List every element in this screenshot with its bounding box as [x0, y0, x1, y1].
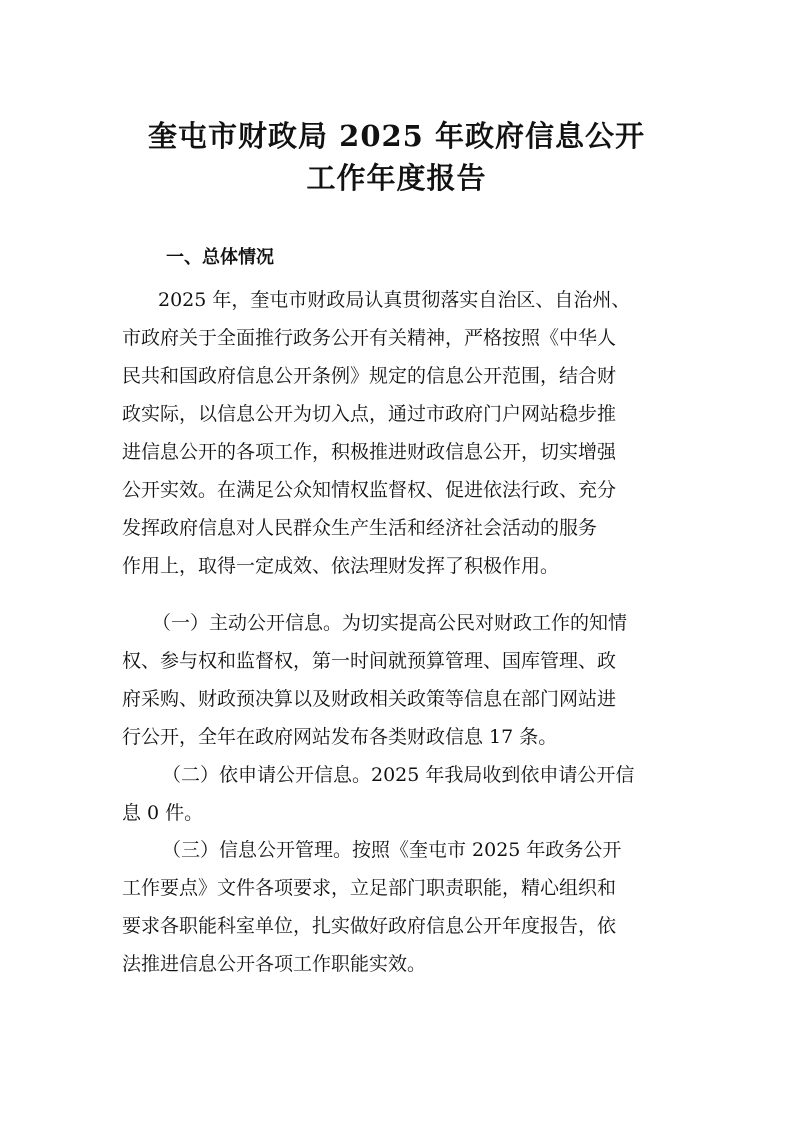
- paragraph-line: 民共和国政府信息公开条例》规定的信息公开范围，结合财: [122, 365, 617, 387]
- document-title-line-1: 奎屯市财政局 2025 年政府信息公开: [148, 119, 645, 153]
- paragraph-line: 工作要点》文件各项要求，立足部门职责职能，精心组织和: [122, 877, 617, 899]
- paragraph-line: 2025 年，奎屯市财政局认真贯彻落实自治区、自治州、: [158, 289, 631, 311]
- paragraph-overview: [122, 281, 675, 585]
- paragraph-active-disclosure: [122, 604, 675, 756]
- paragraph-line: 权、参与权和监督权，第一时间就预算管理、国库管理、政: [122, 650, 617, 672]
- paragraph-line: 政实际，以信息公开为切入点，通过市政府门户网站稳步推: [122, 403, 617, 425]
- paragraph-line: 市政府关于全面推行政务公开有关精神，严格按照《中华人: [122, 327, 617, 349]
- section-heading-overview: 一、总体情况: [166, 247, 274, 268]
- paragraph-line: 公开实效。在满足公众知情权监督权、促进依法行政、充分: [122, 479, 617, 501]
- paragraph-line: 进信息公开的各项工作，积极推进财政信息公开，切实增强: [122, 441, 617, 463]
- paragraph-line: （一）主动公开信息。为切实提高公民对财政工作的知情: [152, 612, 628, 634]
- paragraph-request-disclosure: [122, 756, 675, 832]
- paragraph-line: 要求各职能科室单位，扎实做好政府信息公开年度报告，依: [122, 915, 617, 937]
- paragraph-line: 行公开，全年在政府网站发布各类财政信息 17 条。: [122, 726, 558, 748]
- paragraph-line: 发挥政府信息对人民群众生产生活和经济社会活动的服务: [122, 517, 598, 539]
- paragraph-line: （三）信息公开管理。按照《奎屯市 2025 年政务公开: [162, 839, 622, 861]
- paragraph-line: 作用上，取得一定成效、依法理财发挥了积极作用。: [122, 555, 560, 577]
- paragraph-line: 息 0 件。: [122, 802, 204, 824]
- paragraph-disclosure-management: [122, 831, 675, 983]
- document-title-line-2: 工作年度报告: [306, 161, 487, 195]
- paragraph-line: （二）依申请公开信息。2025 年我局收到依申请公开信: [162, 764, 635, 786]
- paragraph-line: 法推进信息公开各项工作职能实效。: [122, 953, 427, 975]
- paragraph-line: 府采购、财政预决算以及财政相关政策等信息在部门网站进: [122, 688, 617, 710]
